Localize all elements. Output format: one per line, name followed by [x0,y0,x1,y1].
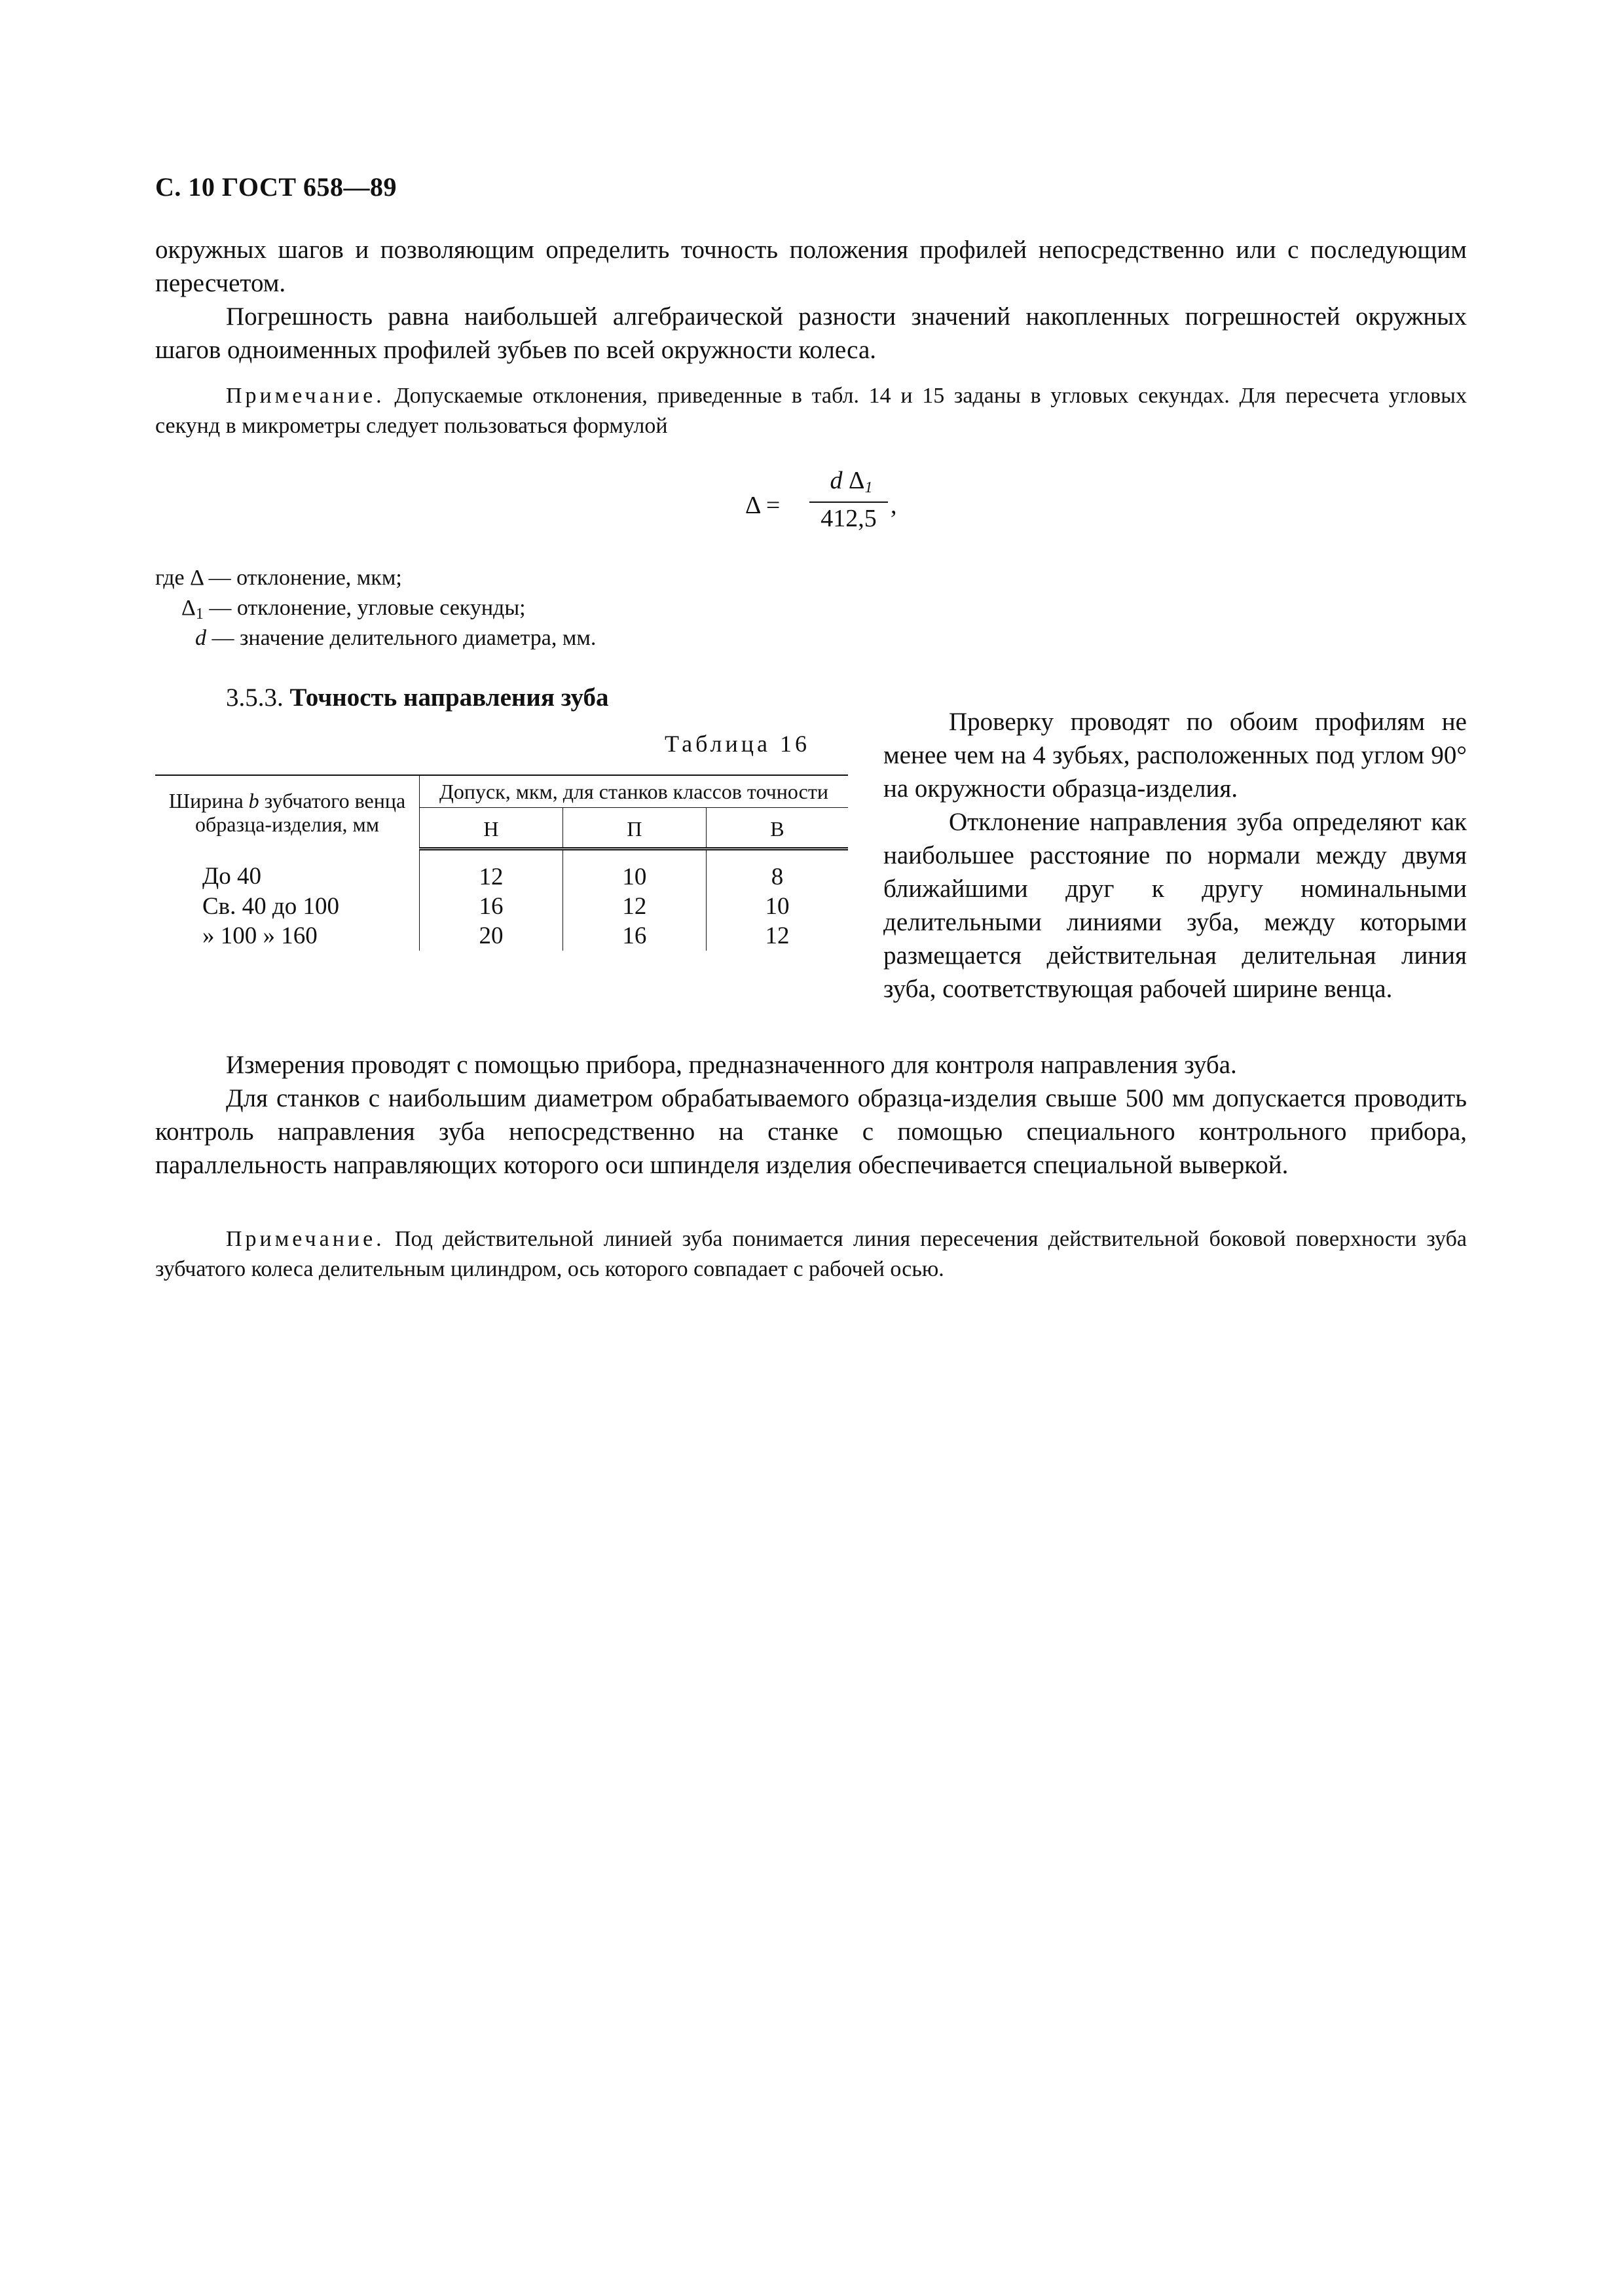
where-line-2-symbol: Δ [181,596,196,620]
check-procedure-paragraph: Проверку проводят по обоим профилям не менее чем на 4 зубьях, расположенных под углом 90° на окружности образца-изделия. [883,708,1467,803]
row-label: Св. 40 до 100 [155,892,420,921]
column-header-width [155,775,420,849]
intro-paragraph: окружных шагов и позволяющим определить точность положения профилей непосредственно или с последующим пересчетом. [155,236,1467,297]
column-header-tolerance: Допуск, мкм, для станков классов точности [420,775,849,808]
where-line-1: где Δ — отклонение, мкм; [155,566,402,590]
table-cell: 16 [562,921,706,951]
note-2 [155,1224,1467,1285]
table-row [155,892,848,921]
formula-lhs: Δ = [745,492,781,519]
where-line-2-text: — отклонение, угловые секунды; [203,596,526,620]
table-cell: 10 [562,849,706,892]
table-cell: 16 [420,892,563,921]
where-line-3-symbol: d [195,626,206,650]
table-cell: 12 [420,849,563,892]
column-header-width-b: b [248,788,259,812]
note-2-text: Под действительной линией зуба понимается линия пересечения действительной боковой поверхности зуба зубчатого колеса делительным цилиндром, ось которого совпадает с рабочей осью. [155,1227,1467,1281]
where-line-2-sub: 1 [195,606,204,623]
section-heading [226,683,609,712]
formula-num-sub: 1 [864,479,873,496]
tolerance-table [155,774,848,951]
where-line-3-text: — значение делительного диаметра, мм. [206,626,597,650]
fraction-bar [809,501,888,503]
large-machines-paragraph: Для станков с наибольшим диаметром обрабатываемого образца-изделия свыше 500 мм допускается проводить контроль направления зуба непосредственно на станке с помощью специального контрольного прибора, параллельность направляющих которого оси шпинделя изделия обеспечивается специальной выверкой. [155,1084,1467,1179]
table-caption: Таблица 16 [665,731,810,757]
right-column-text [883,705,1467,1006]
table-cell: 12 [765,922,790,949]
note-1-label: Примечание. [226,384,385,408]
section-number: 3.5.3. [226,683,284,712]
formula-num-var: d [830,467,843,494]
note-2-label: Примечание. [226,1227,385,1251]
page-header: С. 10 ГОСТ 658—89 [155,172,397,202]
section-title: Точность направления зуба [289,683,609,712]
column-header-class-h: Н [420,808,563,849]
formula-comma: , [891,492,897,519]
column-header-width-part1: Ширина [168,788,249,812]
measurement-paragraph: Измерения проводят с помощью прибора, предназначенного для контроля направления зуба. [226,1051,1237,1079]
table-cell: 20 [420,921,563,951]
formula-denominator: 412,5 [820,505,877,532]
row-label: » 100 » 160 [155,921,420,951]
error-definition-paragraph: Погрешность равна наибольшей алгебраической разности значений накопленных погрешностей окружных шагов одноименных профилей зубьев по всей окружности колеса. [155,302,1467,364]
column-header-width-part2: зубчатого венца образца-изделия, мм [194,788,406,836]
table-cell: 12 [562,892,706,921]
conversion-formula [745,462,897,541]
table-row [155,849,848,892]
column-header-class-p: П [562,808,706,849]
column-header-class-v: В [706,808,848,849]
where-line-3 [195,623,596,653]
table-row [155,921,848,951]
formula-num-delta: Δ [842,467,865,494]
deviation-definition-paragraph: Отклонение направления зуба определяют как наибольшее расстояние по нормали между двумя ближайшими друг к другу номинальными делительными линиями зуба, между которыми размещается действительная делительная линия зуба, соответствующая рабочей ширине венца. [883,808,1467,1003]
row-label: До 40 [155,849,420,892]
table-cell: 10 [765,893,790,920]
note-1 [155,381,1467,441]
note-1-text: Допускаемые отклонения, приведенные в табл. 14 и 15 заданы в угловых секундах. Для пересчета угловых секунд в микрометры следует пользоваться формулой [155,384,1467,438]
formula-numerator [809,466,893,497]
table-cell: 8 [771,864,784,890]
